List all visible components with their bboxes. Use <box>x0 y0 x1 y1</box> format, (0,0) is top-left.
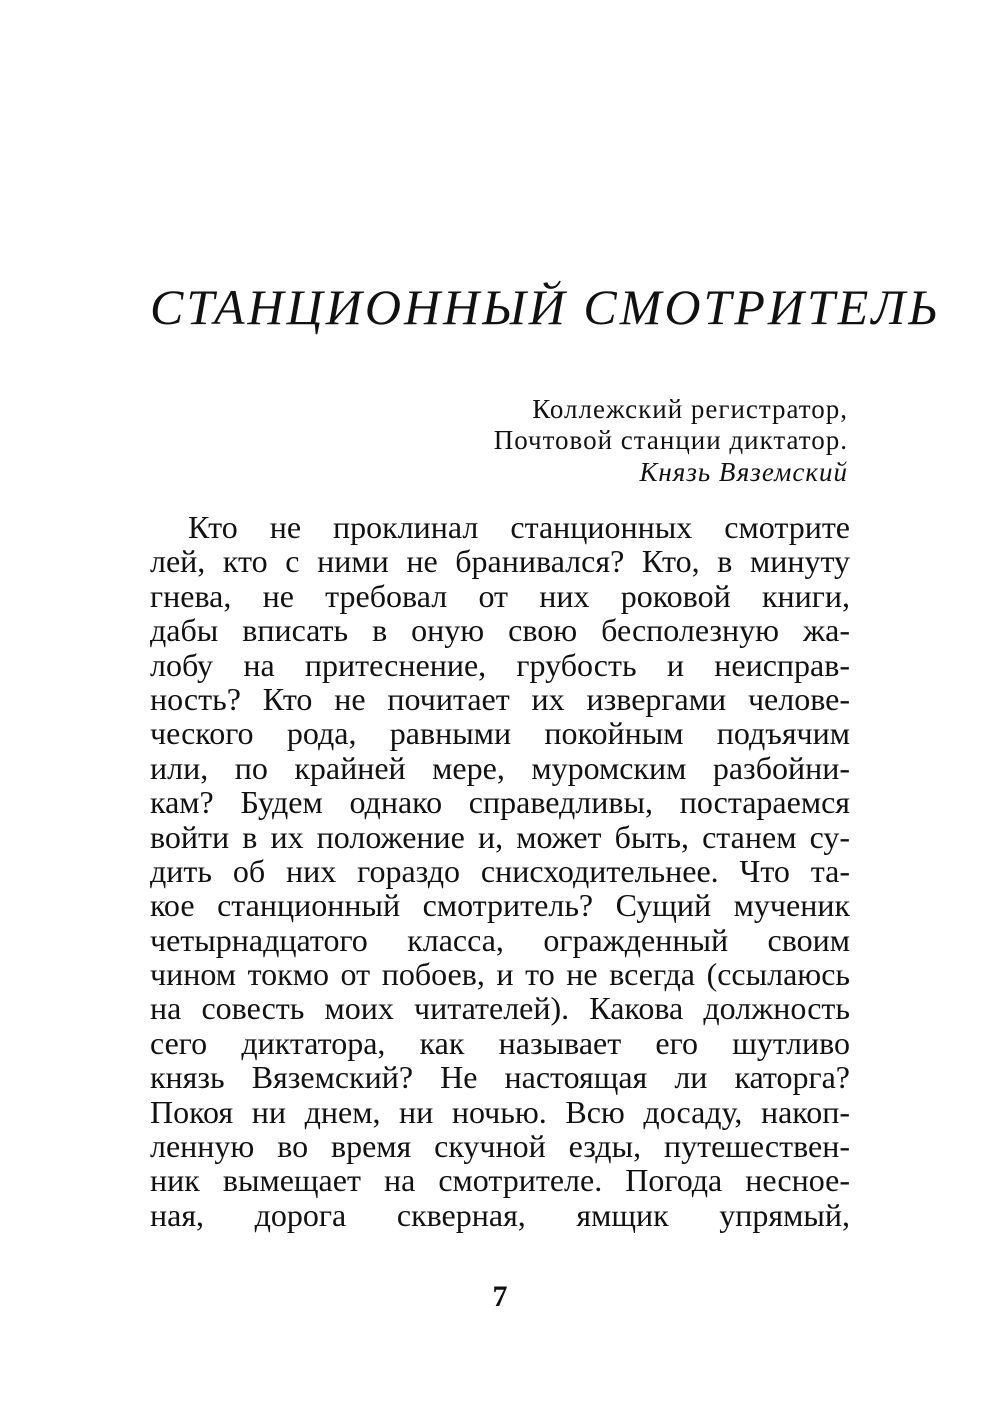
text-line: сего диктатора, как называет его шутливо <box>150 1024 850 1061</box>
chapter-title: СТАНЦИОННЫЙ СМОТРИТЕЛЬ <box>150 279 941 335</box>
text-line: кам? Будем однако справедливы, постараемся <box>150 784 850 821</box>
text-line: ник вымещает на смотрителе. Погода несное- <box>150 1162 850 1199</box>
epigraph-line: Коллежский регистратор, <box>532 394 848 424</box>
text-line: ная, дорога скверная, ямщик упрямый, <box>150 1196 850 1233</box>
text-line: Покоя ни днем, ни ночью. Всю досаду, накоп- <box>150 1093 850 1130</box>
text-line: кое станционный смотритель? Сущий мученик <box>150 887 850 924</box>
text-line: войти в их положение и, может быть, станем су- <box>150 818 850 855</box>
body-text <box>150 510 850 1232</box>
epigraph-line: Почтовой станции диктатор. <box>493 425 848 455</box>
text-line: или, по крайней мере, муромским разбойни- <box>150 749 850 786</box>
text-line: ность? Кто не почитает их извергами челове- <box>150 680 850 717</box>
text-line: лобу на притеснение, грубость и неисправ- <box>150 646 850 683</box>
text-line: Кто не проклинал станционных смотрите <box>188 509 850 545</box>
text-line: лей, кто с ними не бранивался? Кто, в минуту <box>150 543 850 580</box>
text-line: ленную во время скучной езды, путешествен- <box>150 1128 850 1165</box>
epigraph <box>494 394 848 488</box>
text-line: ческого рода, равными покойным подъячим <box>150 715 850 752</box>
page-number: 7 <box>492 1280 508 1313</box>
text-line: князь Вяземский? Не настоящая ли каторга? <box>150 1059 850 1096</box>
text-line: четырнадцатого класса, огражденный своим <box>150 921 850 958</box>
text-line: на совесть моих читателей). Какова должность <box>150 990 850 1027</box>
text-line: дабы вписать в оную свою бесполезную жа- <box>150 612 850 649</box>
text-line: гнева, не требовал от них роковой книги, <box>150 577 850 614</box>
text-line: дить об них гораздо снисходительнее. Что та- <box>150 852 850 889</box>
text-line: чином токмо от побоев, и то не всегда (ссылаюсь <box>150 956 850 993</box>
epigraph-author: Князь Вяземский <box>639 457 848 487</box>
